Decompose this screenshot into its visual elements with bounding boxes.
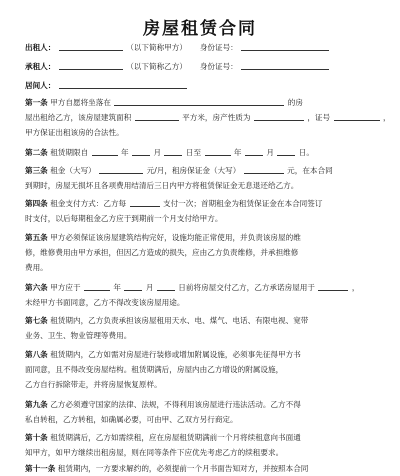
clause-4-line-1 (25, 197, 380, 211)
clause-5-line-2 (25, 246, 380, 260)
clause-8-line-3 (25, 378, 380, 392)
clause-1-text: 的房 (287, 98, 303, 107)
clause-3-text: 租金（大写） (50, 166, 96, 175)
clause-6-text: 月 (145, 283, 154, 292)
certificate-number-blank[interactable] (334, 111, 380, 121)
lessee-id-label: 身份证号： (199, 62, 238, 71)
clause-6-text: 甲方应于 (50, 283, 81, 292)
clause-2-label: 第二条 (25, 148, 48, 157)
property-address-blank[interactable] (114, 96, 284, 106)
start-year-blank[interactable] (92, 146, 118, 156)
clause-10-text: 知甲方，如甲方继续出租房屋，则在同等条件下应优先考虑乙方的续租要求。 (25, 448, 284, 457)
clause-7-line-1 (25, 314, 380, 328)
lessor-label: 出租人： (25, 43, 56, 52)
clause-1-line-2 (25, 111, 391, 125)
clause-2-line-1 (25, 146, 380, 160)
lessor-id-label: 身份证号： (199, 43, 238, 52)
area-blank[interactable] (135, 111, 179, 121)
clause-3-label: 第三条 (25, 166, 48, 175)
clause-2-text: 年 (121, 148, 129, 157)
clause-1-text: ，证号 (307, 113, 331, 122)
clause-5-text: 费用。 (25, 263, 48, 272)
clause-5-line-3 (25, 261, 380, 275)
clause-4-text: 租金支付方式：乙方每 (50, 199, 127, 208)
lessee-note: （以下简称乙方） (126, 62, 187, 71)
clause-3-text: 元/月，租房保证金（大写） (146, 166, 241, 175)
clause-8-label: 第八条 (25, 350, 48, 359)
clause-8-text: 面同意，且不得改变房屋结构。租赁期满后，房屋内由乙方增设的附属设施， (25, 365, 284, 374)
clause-8-line-1 (25, 348, 380, 362)
clause-8-line-2 (25, 363, 380, 377)
lessor-row (25, 41, 380, 55)
payment-interval-blank[interactable] (130, 197, 160, 207)
clause-7-text: 租赁期内，乙方负责承担该房屋租用天水、电、煤气、电话、有限电视、宽带 (50, 316, 309, 325)
clause-6-text: ， (351, 283, 360, 292)
clause-3-text: 到期时，房屋无损坏且各项费用结清后三日内甲方将租赁保证金无息退还给乙方。 (25, 181, 299, 190)
clause-6-text: 未经甲方书面同意，乙方不得改变该房屋用途。 (25, 298, 185, 307)
clause-3-line-2 (25, 179, 380, 193)
lessee-row (25, 60, 380, 74)
clause-6-line-1 (25, 281, 380, 295)
clause-2-text: 日。 (298, 148, 314, 157)
clause-4-text: 支付一次；首期租金为租赁保证金在本合同签订 (162, 199, 323, 208)
lessee-label: 承租人： (25, 62, 56, 71)
property-type-blank[interactable] (254, 111, 304, 121)
lessor-note: （以下简称甲方） (126, 43, 187, 52)
clause-10-line-2 (25, 446, 380, 460)
clause-9-text: 乙方必须遵守国家的法律、法规，不得利用该房屋进行违法活动。乙方不得 (50, 400, 301, 409)
clause-6-text: 日前将房屋交付乙方，乙方承诺房屋用于 (178, 283, 315, 292)
clause-3-text: 元，在本合同 (287, 166, 333, 175)
clause-8-text: 乙方自行拆除带走，并将房屋恢复原样。 (25, 380, 162, 389)
clause-10-label: 第十条 (25, 433, 48, 442)
clause-1-text: 屋出租给乙方，该房屋建筑面积 (25, 113, 132, 122)
guarantor-label: 居间人： (25, 81, 56, 90)
clause-5-line-1 (25, 231, 380, 245)
clause-1-label: 第一条 (25, 98, 48, 107)
clause-5-text: 修，维修费用由甲方承担，但因乙方造成的损失，应由乙方负责维修，并承担维修 (25, 248, 299, 257)
clause-5-label: 第五条 (25, 233, 48, 242)
end-month-blank[interactable] (245, 146, 263, 156)
handover-month-blank[interactable] (124, 281, 142, 291)
clause-11-label: 第十一条 (25, 464, 56, 473)
clause-6-text: 年 (113, 283, 122, 292)
rent-amount-blank[interactable] (99, 164, 143, 174)
start-month-blank[interactable] (132, 146, 150, 156)
clause-5-text: 甲方必须保证该房屋建筑结构完好，设施均能正常使用，并负责该房屋的维 (50, 233, 301, 242)
end-day-blank[interactable] (277, 146, 295, 156)
lessor-id-blank[interactable] (241, 41, 329, 51)
clause-10-text: 租赁期满后，乙方如需续租，应在房屋租赁期满前一个月将续租意向书面通 (50, 433, 301, 442)
lessee-name-blank[interactable] (59, 60, 123, 70)
clause-3-line-1 (25, 164, 380, 178)
guarantor-name-blank[interactable] (59, 79, 187, 89)
clause-6-line-2 (25, 296, 380, 310)
lessor-name-blank[interactable] (59, 41, 123, 51)
handover-day-blank[interactable] (157, 281, 175, 291)
clause-11-line-1 (25, 462, 380, 473)
clause-2-text: 日至 (185, 148, 202, 157)
clause-11-text: 租赁期内，一方要求解约的，必须提前一个月书面告知对方，并按照本合同 (57, 464, 309, 473)
clause-1-text: ， (382, 113, 391, 122)
clause-9-label: 第九条 (25, 400, 48, 409)
clause-4-label: 第四条 (25, 199, 48, 208)
clause-8-text: 租赁期内，乙方如需对房屋进行装修或增加附属设施，必须事先征得甲方书 (50, 350, 301, 359)
start-day-blank[interactable] (164, 146, 182, 156)
clause-1-line-3 (25, 126, 380, 140)
clause-2-text: 月 (266, 148, 274, 157)
clause-1-text: 甲方保证出租该房的合法性。 (25, 128, 124, 137)
clause-1-line-1 (25, 96, 380, 110)
clause-9-text: 私自转租，乙方转租，如确属必要，可由甲、乙双方另行商定。 (25, 415, 238, 424)
clause-2-text: 月 (153, 148, 162, 157)
usage-purpose-blank[interactable] (318, 281, 348, 291)
clause-7-line-2 (25, 329, 380, 343)
clause-10-line-1 (25, 431, 380, 445)
clause-2-text: 年 (233, 148, 242, 157)
clause-4-text: 时支付，以后每期租金乙方应于到期前一个月支付给甲方。 (25, 214, 223, 223)
clause-7-label: 第七条 (25, 316, 48, 325)
handover-year-blank[interactable] (84, 281, 110, 291)
document-title: 房屋租赁合同 (143, 19, 257, 39)
end-year-blank[interactable] (205, 146, 231, 156)
clause-9-line-1 (25, 398, 380, 412)
clause-7-text: 业务、卫生、物业管理等费用。 (25, 331, 132, 340)
guarantor-row (25, 79, 380, 93)
clause-2-text: 租赁期限自 (50, 148, 89, 157)
clause-1-text: 甲方自愿将坐落在 (50, 98, 111, 107)
lessee-id-blank[interactable] (241, 60, 329, 70)
clause-4-line-2 (25, 212, 380, 226)
deposit-amount-blank[interactable] (244, 164, 284, 174)
clause-6-label: 第六条 (25, 283, 48, 292)
clause-9-line-2 (25, 413, 380, 427)
clause-1-text: 平方米，房产性质为 (182, 113, 251, 122)
